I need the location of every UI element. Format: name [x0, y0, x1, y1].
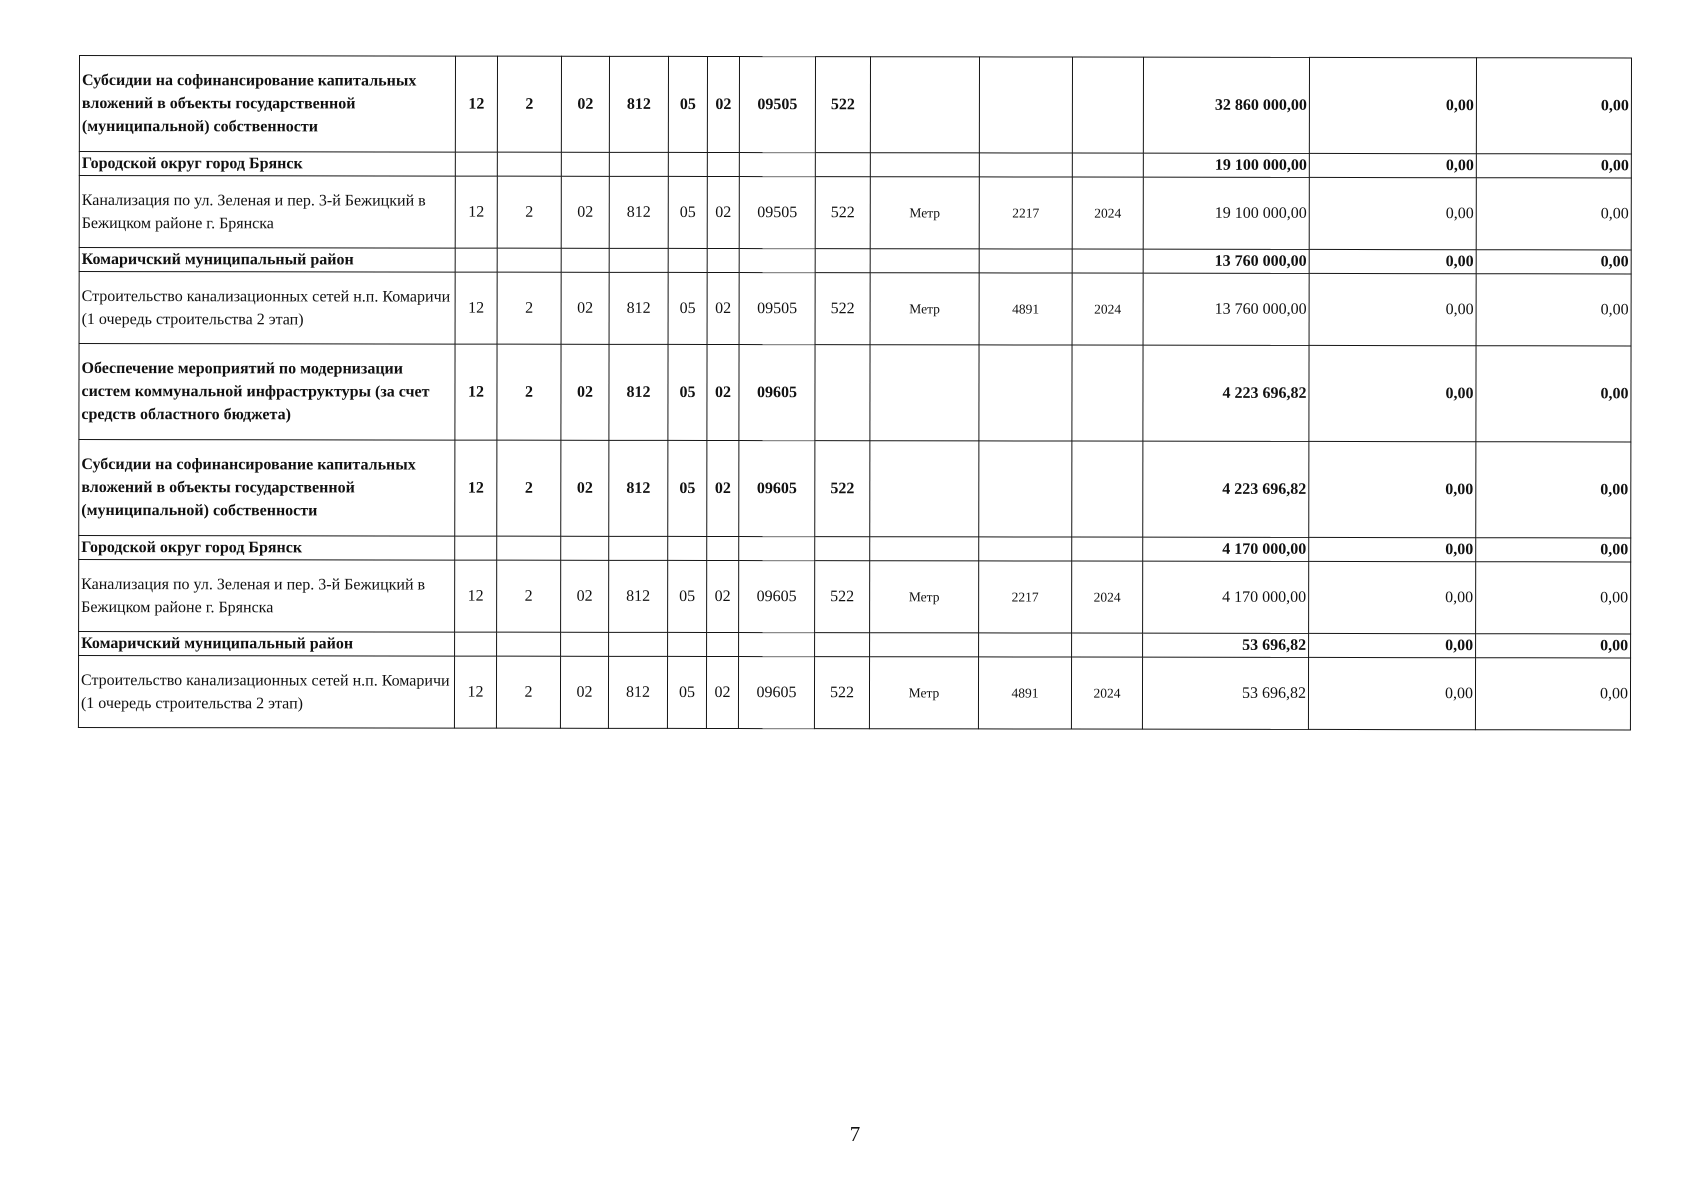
capacity-cell	[979, 153, 1072, 177]
subsection-cell: 02	[707, 176, 739, 248]
capacity-cell	[979, 345, 1072, 441]
code-3-cell: 02	[561, 176, 609, 248]
section-cell: 05	[667, 656, 706, 728]
page-number: 7	[849, 1122, 861, 1146]
code-1-cell	[455, 536, 497, 560]
target-article-cell: 09605	[739, 345, 815, 441]
code-1-cell: 12	[455, 272, 497, 344]
expense-type-cell	[815, 633, 870, 657]
amount-after-cell: 0,00	[1476, 58, 1631, 154]
year-cell: 2024	[1071, 657, 1142, 729]
table-row	[79, 56, 1631, 154]
section-cell: 05	[668, 560, 707, 632]
capacity-cell	[979, 57, 1072, 153]
code-3-cell	[561, 632, 609, 656]
section-cell: 05	[668, 56, 707, 152]
name-cell: Комаричский муниципальный район	[79, 248, 455, 273]
table-row	[79, 248, 1631, 274]
capacity-cell	[979, 537, 1072, 561]
unit-cell	[870, 537, 979, 561]
year-cell	[1072, 441, 1143, 537]
amount-next-cell: 0,00	[1309, 153, 1476, 177]
target-article-cell: 09505	[739, 57, 815, 153]
code-1-cell: 12	[455, 440, 497, 536]
year-cell	[1072, 633, 1143, 657]
year-cell: 2024	[1072, 177, 1143, 249]
unit-cell: Метр	[869, 657, 978, 729]
amount-cell: 32 860 000,00	[1143, 57, 1309, 153]
year-cell	[1072, 57, 1143, 153]
unit-cell	[870, 633, 979, 657]
code-1-cell	[455, 152, 497, 176]
code-4-cell: 812	[609, 344, 668, 440]
table-body	[78, 56, 1631, 730]
year-cell	[1072, 249, 1143, 273]
target-article-cell: 09605	[738, 657, 814, 729]
section-cell	[668, 152, 707, 176]
name-cell: Строительство канализационных сетей н.п. Комаричи (1 очередь строительства 2 этап)	[78, 656, 454, 729]
code-1-cell	[455, 632, 497, 656]
amount-next-cell: 0,00	[1309, 345, 1476, 441]
code-4-cell: 812	[608, 656, 667, 728]
expense-type-cell	[815, 537, 870, 561]
amount-cell: 53 696,82	[1143, 633, 1309, 657]
subsection-cell: 02	[707, 560, 739, 632]
code-3-cell: 02	[561, 440, 609, 536]
code-2-cell: 2	[497, 560, 561, 632]
code-2-cell: 2	[497, 440, 561, 536]
table-row	[79, 560, 1631, 634]
amount-after-cell: 0,00	[1476, 178, 1631, 250]
code-3-cell: 02	[561, 272, 609, 344]
amount-cell: 4 170 000,00	[1143, 537, 1309, 561]
code-2-cell	[497, 536, 561, 560]
expense-type-cell: 522	[815, 57, 870, 153]
target-article-cell	[739, 537, 815, 561]
code-3-cell	[561, 536, 609, 560]
code-1-cell	[455, 248, 497, 272]
expense-type-cell: 522	[814, 657, 869, 729]
code-1-cell: 12	[455, 560, 497, 632]
year-cell	[1072, 153, 1143, 177]
subsection-cell: 02	[707, 272, 739, 344]
target-article-cell	[739, 153, 815, 177]
table-row	[78, 656, 1630, 730]
name-cell: Обеспечение мероприятий по модернизации систем коммунальной инфраструктуры (за счет средств областного бюджета)	[79, 344, 455, 441]
expense-type-cell: 522	[815, 177, 870, 249]
name-cell: Субсидии на софинансирование капитальных вложений в объекты государственной (муниципальной) собственности	[79, 440, 455, 537]
code-4-cell	[609, 536, 668, 560]
section-cell: 05	[668, 176, 707, 248]
code-4-cell: 812	[609, 272, 668, 344]
table-row	[79, 440, 1631, 538]
amount-next-cell: 0,00	[1308, 657, 1475, 729]
amount-cell: 13 760 000,00	[1143, 249, 1309, 273]
code-4-cell: 812	[609, 176, 668, 248]
code-3-cell: 02	[561, 56, 609, 152]
name-cell: Городской округ город Брянск	[79, 536, 455, 561]
table-row	[79, 272, 1631, 346]
code-2-cell: 2	[497, 272, 561, 344]
table-row	[79, 632, 1631, 658]
expense-type-cell: 522	[815, 561, 870, 633]
capacity-cell	[979, 441, 1072, 537]
year-cell: 2024	[1072, 561, 1143, 633]
amount-cell: 19 100 000,00	[1143, 177, 1309, 249]
name-cell: Городской округ город Брянск	[79, 152, 455, 177]
expense-type-cell: 522	[815, 441, 870, 537]
amount-cell: 4 223 696,82	[1143, 345, 1309, 441]
subsection-cell: 02	[707, 56, 739, 152]
code-2-cell: 2	[497, 56, 561, 152]
amount-cell: 19 100 000,00	[1143, 153, 1309, 177]
name-cell: Субсидии на софинансирование капитальных вложений в объекты государственной (муниципальной) собственности	[79, 56, 455, 153]
code-1-cell: 12	[454, 656, 496, 728]
capacity-cell: 2217	[979, 561, 1072, 633]
subsection-cell	[707, 152, 739, 176]
year-cell	[1072, 345, 1143, 441]
amount-next-cell: 0,00	[1309, 57, 1476, 153]
target-article-cell: 09505	[739, 273, 815, 345]
code-1-cell: 12	[455, 56, 497, 152]
amount-next-cell: 0,00	[1309, 633, 1476, 657]
code-3-cell: 02	[561, 560, 609, 632]
capacity-cell: 4891	[978, 657, 1071, 729]
subsection-cell	[707, 632, 739, 656]
code-4-cell	[609, 152, 668, 176]
amount-cell: 4 223 696,82	[1143, 441, 1309, 537]
table-row	[79, 152, 1631, 178]
target-article-cell	[739, 249, 815, 273]
expense-type-cell	[815, 345, 870, 441]
code-1-cell: 12	[455, 176, 497, 248]
subsection-cell	[707, 248, 739, 272]
subsection-cell: 02	[706, 656, 738, 728]
unit-cell: Метр	[870, 561, 979, 633]
code-2-cell	[497, 152, 561, 176]
expense-type-cell: 522	[815, 273, 870, 345]
amount-next-cell: 0,00	[1309, 177, 1476, 249]
capacity-cell	[979, 249, 1072, 273]
amount-after-cell: 0,00	[1476, 538, 1631, 562]
code-3-cell	[561, 248, 609, 272]
target-article-cell	[739, 633, 815, 657]
code-4-cell	[609, 248, 668, 272]
capacity-cell: 2217	[979, 177, 1072, 249]
unit-cell	[870, 345, 979, 441]
code-1-cell: 12	[455, 344, 497, 440]
section-cell: 05	[668, 440, 707, 536]
unit-cell: Метр	[870, 273, 979, 345]
subsection-cell: 02	[707, 440, 739, 536]
section-cell	[668, 632, 707, 656]
name-cell: Строительство канализационных сетей н.п. Комаричи (1 очередь строительства 2 этап)	[79, 272, 455, 345]
target-article-cell: 09505	[739, 177, 815, 249]
unit-cell	[870, 249, 979, 273]
code-2-cell: 2	[497, 344, 561, 440]
amount-after-cell: 0,00	[1475, 658, 1630, 730]
section-cell	[668, 248, 707, 272]
code-2-cell: 2	[496, 656, 560, 728]
code-2-cell	[497, 248, 561, 272]
amount-next-cell: 0,00	[1309, 561, 1476, 633]
subsection-cell	[707, 536, 739, 560]
target-article-cell: 09605	[739, 561, 815, 633]
amount-after-cell: 0,00	[1476, 250, 1631, 274]
code-4-cell: 812	[609, 560, 668, 632]
amount-next-cell: 0,00	[1309, 273, 1476, 345]
table-row	[79, 176, 1631, 250]
code-3-cell: 02	[560, 656, 608, 728]
amount-next-cell: 0,00	[1309, 441, 1476, 537]
name-cell: Канализация по ул. Зеленая и пер. 3-й Бежицкий в Бежицком районе г. Брянска	[79, 176, 455, 249]
section-cell	[668, 536, 707, 560]
code-4-cell	[609, 632, 668, 656]
code-4-cell: 812	[609, 56, 668, 152]
name-cell: Комаричский муниципальный район	[79, 632, 455, 657]
code-4-cell: 812	[609, 440, 668, 536]
budget-table	[78, 55, 1632, 730]
amount-after-cell: 0,00	[1476, 346, 1631, 442]
year-cell: 2024	[1072, 273, 1143, 345]
amount-after-cell: 0,00	[1476, 442, 1631, 538]
year-cell	[1072, 537, 1143, 561]
amount-after-cell: 0,00	[1476, 634, 1631, 658]
amount-next-cell: 0,00	[1309, 537, 1476, 561]
code-3-cell: 02	[561, 344, 609, 440]
subsection-cell: 02	[707, 344, 739, 440]
capacity-cell: 4891	[979, 273, 1072, 345]
name-cell: Канализация по ул. Зеленая и пер. 3-й Бежицкий в Бежицком районе г. Брянска	[79, 560, 455, 633]
amount-next-cell: 0,00	[1309, 249, 1476, 273]
code-2-cell	[497, 632, 561, 656]
expense-type-cell	[815, 249, 870, 273]
unit-cell	[870, 153, 979, 177]
table-row	[79, 344, 1631, 442]
section-cell: 05	[668, 344, 707, 440]
unit-cell	[870, 441, 979, 537]
code-3-cell	[561, 152, 609, 176]
amount-cell: 53 696,82	[1142, 657, 1308, 729]
code-2-cell: 2	[497, 176, 561, 248]
target-article-cell: 09605	[739, 441, 815, 537]
unit-cell	[870, 57, 979, 153]
amount-after-cell: 0,00	[1476, 562, 1631, 634]
expense-type-cell	[815, 153, 870, 177]
amount-after-cell: 0,00	[1476, 274, 1631, 346]
amount-cell: 4 170 000,00	[1143, 561, 1309, 633]
unit-cell: Метр	[870, 177, 979, 249]
section-cell: 05	[668, 272, 707, 344]
table-row	[79, 536, 1631, 562]
capacity-cell	[979, 633, 1072, 657]
amount-cell: 13 760 000,00	[1143, 273, 1309, 345]
amount-after-cell: 0,00	[1476, 154, 1631, 178]
